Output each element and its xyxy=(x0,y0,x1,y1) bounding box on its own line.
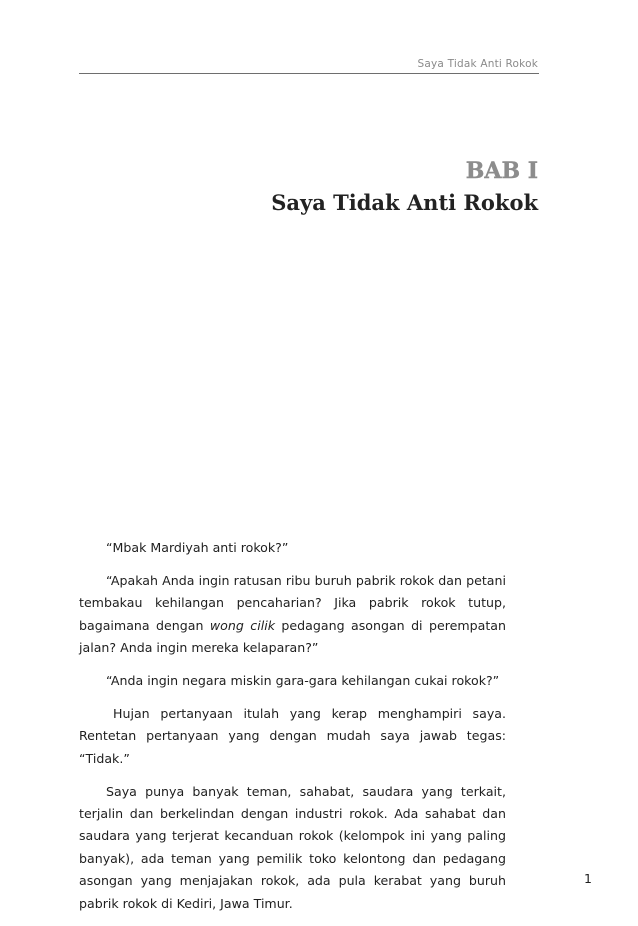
paragraph-text: “Apakah Anda ingin ratusan ribu buruh pabrik rokok dan petani tembakau kehilangan pencaharian? Jika pabrik rokok tutup, bagaimana dengan xyxy=(79,572,506,633)
body-text xyxy=(79,537,506,926)
paragraph xyxy=(79,570,506,660)
paragraph: “Mbak Mardiyah anti rokok?” xyxy=(106,540,289,555)
running-header: Saya Tidak Anti Rokok xyxy=(417,58,538,70)
chapter-label: BAB I xyxy=(465,158,538,184)
page-number: 1 xyxy=(584,871,592,886)
paragraph: “Anda ingin negara miskin gara-gara kehilangan cukai rokok?” xyxy=(106,673,500,689)
header-rule xyxy=(79,73,539,74)
paragraph-text: pedagang asongan di perempatan jalan? Anda ingin mereka kelaparan?” xyxy=(79,617,506,656)
paragraph: Hujan pertanyaan itulah yang kerap menghampiri saya. Rentetan pertanyaan yang dengan mudah saya jawab tegas: “Tidak.” xyxy=(79,705,506,766)
paragraph: Saya punya banyak teman, sahabat, saudara yang terkait, terjalin dan berkelindan dengan industri rokok. Ada sahabat dan saudara yang terjerat kecanduan rokok (kelompok ini yang paling banyak), ada teman yang pemilik toko kelontong dan pedagang asongan yang menjajakan rokok, ada pula kerabat yang buruh pabrik rokok di Kediri, Jawa Timur. xyxy=(79,783,506,911)
emphasized-term: wong cilik xyxy=(209,617,275,633)
chapter-title: Saya Tidak Anti Rokok xyxy=(271,190,538,215)
